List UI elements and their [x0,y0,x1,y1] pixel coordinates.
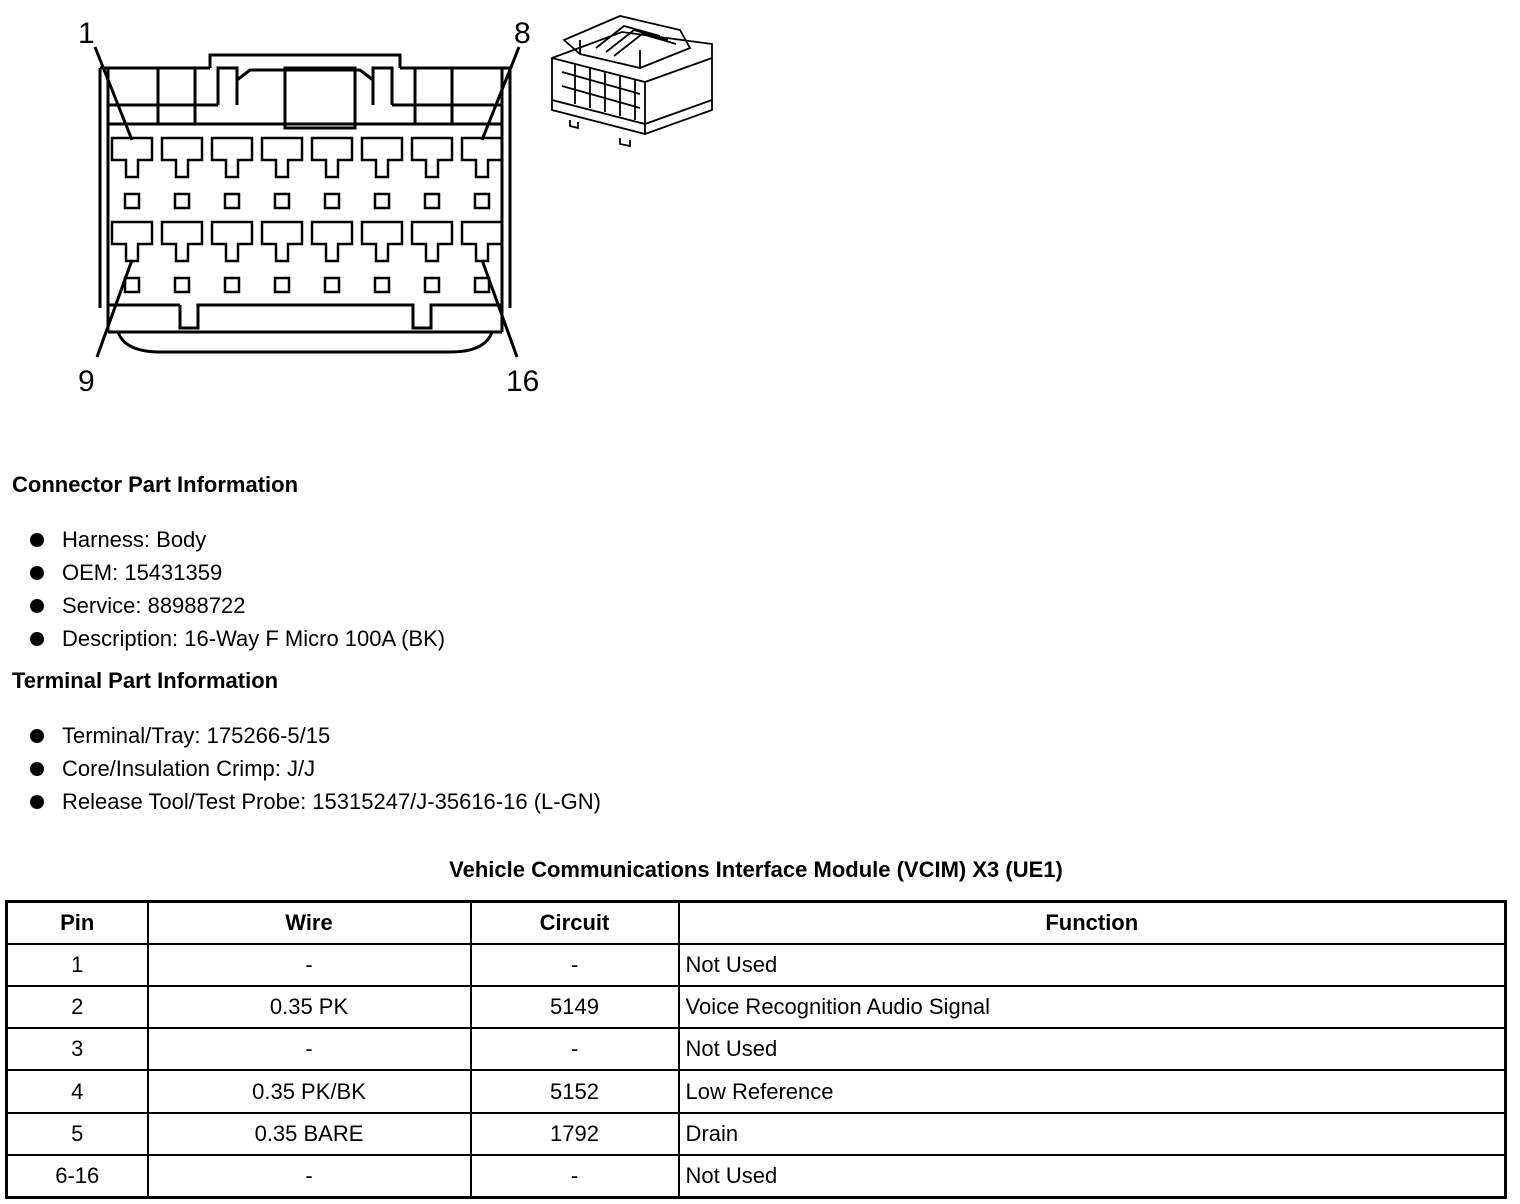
table-row [7,1028,1506,1070]
list-item-text: Description: 16-Way F Micro 100A (BK) [62,626,446,651]
bullet-icon [30,632,44,646]
cell-pin: 3 [7,1028,148,1070]
list-item [28,622,445,655]
bullet-icon [30,566,44,580]
cell-circuit: - [471,1028,679,1070]
bullet-icon [30,533,44,547]
table-row [7,1070,1506,1112]
list-item [28,719,601,752]
bullet-icon [30,729,44,743]
connector-diagram [0,0,740,410]
list-item [28,523,445,556]
list-item [28,556,445,589]
cell-circuit: 5152 [471,1070,679,1112]
cell-circuit: 5149 [471,986,679,1028]
header-pin: Pin [7,902,148,945]
table-row [7,986,1506,1028]
cell-function: Drain [679,1113,1506,1155]
bullet-icon [30,762,44,776]
cell-function: Not Used [679,1155,1506,1198]
cell-wire: - [148,1028,471,1070]
table-row [7,1155,1506,1198]
cell-function: Not Used [679,1028,1506,1070]
terminal-part-info-heading: Terminal Part Information [12,668,279,693]
cell-circuit: - [471,1155,679,1198]
connector-part-info-list [28,523,445,655]
header-function: Function [679,902,1506,945]
table-header-row [7,902,1506,945]
list-item [28,589,445,622]
list-item-text: Harness: Body [62,527,207,552]
header-circuit: Circuit [471,902,679,945]
cell-function: Low Reference [679,1070,1506,1112]
list-item [28,785,601,818]
cell-wire: - [148,944,471,986]
cell-pin: 4 [7,1070,148,1112]
list-item-text: Core/Insulation Crimp: J/J [62,756,316,781]
pin-label-9: 9 [78,365,95,398]
pin-label-1: 1 [78,17,95,50]
cell-wire: 0.35 PK [148,986,471,1028]
list-item-text: Release Tool/Test Probe: 15315247/J-35616-16 (L-GN) [62,789,601,814]
list-item-text: Terminal/Tray: 175266-5/15 [62,723,331,748]
pinout-table [5,900,1507,1199]
terminal-part-info-list [28,719,601,818]
cell-function: Voice Recognition Audio Signal [679,986,1506,1028]
list-item [28,752,601,785]
cell-wire: 0.35 PK/BK [148,1070,471,1112]
bullet-icon [30,795,44,809]
cell-circuit: - [471,944,679,986]
table-row [7,944,1506,986]
cell-pin: 6-16 [7,1155,148,1198]
cell-wire: 0.35 BARE [148,1113,471,1155]
bullet-icon [30,599,44,613]
list-item-text: OEM: 15431359 [62,560,223,585]
cell-pin: 1 [7,944,148,986]
cell-wire: - [148,1155,471,1198]
pin-label-8: 8 [514,17,531,50]
cell-circuit: 1792 [471,1113,679,1155]
connector-3d-icon [552,16,712,146]
table-row [7,1113,1506,1155]
pin-label-16: 16 [506,365,540,398]
cell-pin: 5 [7,1113,148,1155]
header-wire: Wire [148,902,471,945]
cell-function: Not Used [679,944,1506,986]
table-title: Vehicle Communications Interface Module (VCIM) X3 (UE1) [449,857,1063,882]
cell-pin: 2 [7,986,148,1028]
connector-part-info-heading: Connector Part Information [12,472,299,497]
list-item-text: Service: 88988722 [62,593,246,618]
